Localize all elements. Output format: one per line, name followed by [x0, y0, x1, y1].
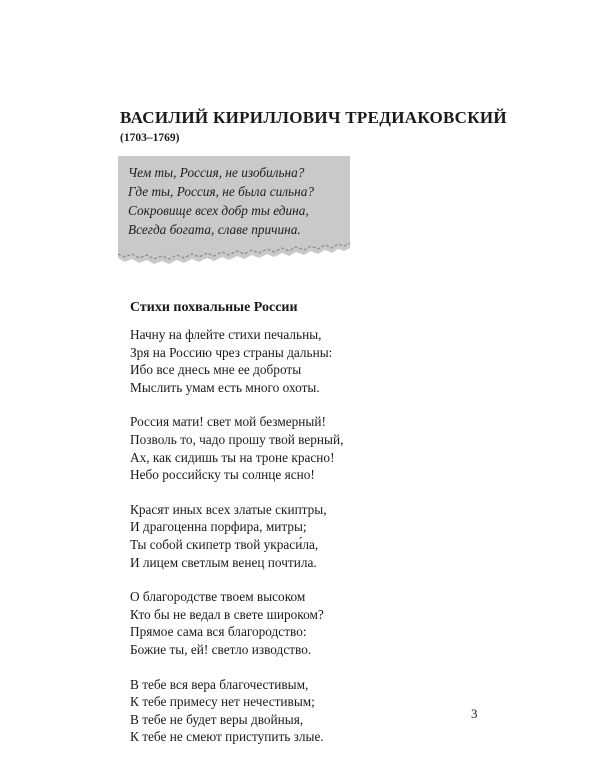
poem-line: И лицем светлым венец почтила. — [130, 554, 317, 570]
poem-line: Россия мати! свет мой безмерный! — [130, 414, 326, 430]
poem-line: Ибо все днесь мне ее доброты — [130, 362, 302, 378]
poem-line: Красят иных всех златые скиптры, — [130, 501, 327, 517]
poem-line: О благородстве твоем высоком — [130, 589, 306, 605]
stanza — [130, 588, 343, 658]
poem-line: Ты собой скипетр твой украси́ла, — [130, 536, 319, 552]
epigraph-line: Где ты, Россия, не была сильна? — [128, 184, 315, 199]
epigraph-line: Сокровище всех добр ты едина, — [128, 203, 309, 218]
poem-line: В тебе не будет веры двойныя, — [130, 711, 304, 727]
poem-line: Небо российску ты солнце ясно! — [130, 467, 315, 483]
poem-line: Божие ты, ей! светло изводство. — [130, 641, 312, 657]
page-number: 3 — [471, 706, 478, 721]
poem-line: Прямое сама вся благородство: — [130, 624, 307, 640]
stanza — [130, 501, 343, 571]
poem-line: Кто бы не ведал в свете широком? — [130, 606, 324, 622]
poem-line: И драгоценна порфира, митры; — [130, 519, 307, 535]
poem-line: Мыслить умам есть много охоты. — [130, 379, 320, 395]
stanza — [130, 413, 343, 483]
poem-title: Стихи похвальные России — [130, 300, 298, 315]
stanza — [130, 326, 343, 396]
poem-line: Зря на Россию чрез страны дальны: — [130, 344, 333, 360]
poem-line: Начну на флейте стихи печальны, — [130, 327, 322, 342]
stanza — [130, 676, 343, 746]
epigraph-line: Всегда богата, славе причина. — [128, 222, 301, 237]
author-years: (1703–1769) — [120, 132, 180, 144]
poem-line: В тебе вся вера благочестивым, — [130, 676, 309, 692]
poem-line: Позволь то, чадо прошу твой верный, — [130, 431, 344, 447]
author-name: ВАСИЛИЙ КИРИЛЛОВИЧ ТРЕДИАКОВСКИЙ — [120, 108, 507, 127]
poem-line: К тебе не смеют приступить злые. — [130, 729, 324, 745]
epigraph-text — [128, 163, 314, 239]
poem-body — [130, 326, 343, 763]
epigraph-box — [118, 156, 350, 266]
epigraph-line: Чем ты, Россия, не изобильна? — [128, 165, 305, 180]
poem-line: Ах, как сидишь ты на троне красно! — [130, 449, 335, 465]
poem-line: К тебе примесу нет нечестивым; — [130, 694, 315, 710]
